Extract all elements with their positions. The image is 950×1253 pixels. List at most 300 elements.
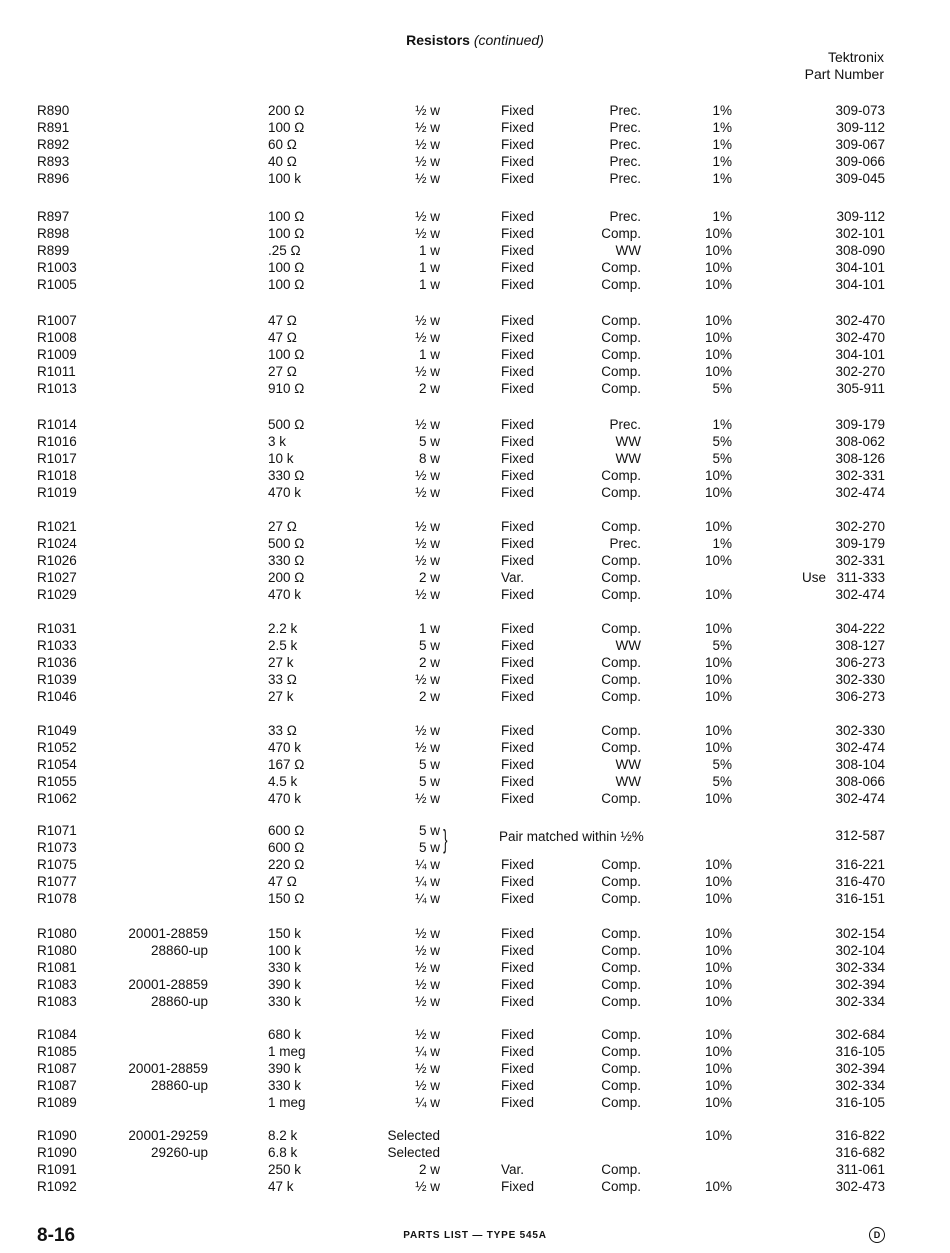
resistance-value: 3 k [268, 434, 287, 449]
resistor-type: Fixed [501, 943, 535, 958]
tolerance: 10% [704, 364, 732, 379]
tolerance: 10% [704, 960, 732, 975]
part-number: 309-045 [835, 171, 885, 186]
wattage: ½ w [415, 103, 440, 118]
circuit-number: R1087 [37, 1061, 77, 1076]
wattage: 2 w [418, 689, 440, 704]
resistance-value: 6.8 k [268, 1145, 298, 1160]
serial-range: 28860-up [150, 943, 208, 958]
table-row [0, 890, 950, 907]
circuit-number: R892 [37, 137, 70, 152]
table-row [0, 225, 950, 242]
serial-range: 20001-28859 [128, 1061, 208, 1076]
part-number: 302-331 [835, 468, 885, 483]
material: Comp. [601, 926, 641, 941]
part-number: 308-127 [835, 638, 885, 653]
part-number: 302-394 [835, 977, 885, 992]
resistance-value: 600 Ω [268, 823, 305, 838]
part-number: 308-066 [835, 774, 885, 789]
wattage: 2 w [418, 655, 440, 670]
page-number: 8-16 [37, 1225, 76, 1246]
table-row [0, 925, 950, 942]
material: Comp. [601, 943, 641, 958]
circuit-number: R1080 [37, 943, 77, 958]
table-row [0, 569, 950, 586]
part-number: 308-090 [835, 243, 885, 258]
table-row [0, 654, 950, 671]
circuit-number: R891 [37, 120, 70, 135]
tolerance: 10% [704, 891, 732, 906]
wattage: 1 w [418, 621, 440, 636]
resistance-value: 200 Ω [268, 570, 305, 585]
part-number-header-line1: Tektronix [827, 49, 884, 65]
resistor-type: Fixed [501, 621, 535, 636]
tolerance: 10% [704, 672, 732, 687]
material: WW [615, 757, 641, 772]
resistance-value: 100 Ω [268, 347, 305, 362]
resistance-value: 150 k [268, 926, 302, 941]
tolerance: 1% [712, 103, 732, 118]
table-row [0, 518, 950, 535]
circuit-number: R1021 [37, 519, 77, 534]
wattage: ½ w [415, 209, 440, 224]
resistance-value: 470 k [268, 791, 302, 806]
part-number: 302-334 [835, 994, 885, 1009]
wattage: ½ w [415, 485, 440, 500]
material: Comp. [601, 313, 641, 328]
resistor-type: Fixed [501, 485, 535, 500]
tolerance: 10% [704, 1044, 732, 1059]
tolerance: 10% [704, 1095, 732, 1110]
tolerance: 5% [712, 434, 732, 449]
tolerance: 5% [712, 381, 732, 396]
circuit-number: R1049 [37, 723, 77, 738]
table-row [0, 722, 950, 739]
circuit-number: R1052 [37, 740, 77, 755]
table-row [0, 170, 950, 187]
table-row [0, 119, 950, 136]
table-row [0, 976, 950, 993]
resistance-value: 500 Ω [268, 536, 305, 551]
resistance-value: 1 meg [268, 1044, 306, 1059]
resistor-type: Fixed [501, 468, 535, 483]
wattage: ½ w [415, 740, 440, 755]
part-number: 316-221 [835, 857, 885, 872]
table-row [0, 1094, 950, 1111]
tolerance: 10% [704, 926, 732, 941]
resistor-type: Fixed [501, 994, 535, 1009]
resistor-type: Fixed [501, 1179, 535, 1194]
resistor-type: Fixed [501, 519, 535, 534]
resistance-value: 40 Ω [268, 154, 297, 169]
tolerance: 10% [704, 330, 732, 345]
resistor-type: Fixed [501, 689, 535, 704]
table-row [0, 276, 950, 293]
material: Comp. [601, 723, 641, 738]
part-number: 302-104 [835, 943, 885, 958]
circuit-number: R1039 [37, 672, 77, 687]
serial-range: 28860-up [150, 1078, 208, 1093]
part-number: 302-330 [835, 672, 885, 687]
circuit-number: R1087 [37, 1078, 77, 1093]
circuit-number: R1062 [37, 791, 77, 806]
wattage: ½ w [415, 154, 440, 169]
resistance-value: 330 Ω [268, 468, 305, 483]
tolerance: 1% [712, 536, 732, 551]
tolerance: 10% [704, 485, 732, 500]
part-number: 308-062 [835, 434, 885, 449]
resistance-value: 330 k [268, 994, 302, 1009]
resistor-type: Fixed [501, 553, 535, 568]
part-number: 304-101 [835, 260, 885, 275]
resistor-type: Var. [501, 570, 525, 585]
tolerance: 10% [704, 943, 732, 958]
circuit-number: R1085 [37, 1044, 77, 1059]
material: Comp. [601, 977, 641, 992]
resistor-type: Fixed [501, 926, 535, 941]
part-number: 302-270 [835, 364, 885, 379]
tolerance: 5% [712, 774, 732, 789]
wattage: ½ w [415, 791, 440, 806]
resistor-type: Fixed [501, 587, 535, 602]
table-row [0, 329, 950, 346]
part-number: 302-474 [835, 791, 885, 806]
table-row [0, 433, 950, 450]
resistor-type: Fixed [501, 103, 535, 118]
part-number: 309-067 [835, 137, 885, 152]
part-number: 302-270 [835, 519, 885, 534]
resistor-type: Fixed [501, 536, 535, 551]
part-number: 305-911 [836, 381, 885, 396]
resistance-value: 100 k [268, 171, 302, 186]
table-row [0, 1026, 950, 1043]
material: Comp. [601, 468, 641, 483]
wattage: 2 w [418, 381, 440, 396]
resistance-value: 680 k [268, 1027, 302, 1042]
part-number: 308-126 [835, 451, 885, 466]
material: Comp. [601, 857, 641, 872]
resistance-value: 470 k [268, 587, 302, 602]
wattage: ½ w [415, 553, 440, 568]
material: Comp. [601, 994, 641, 1009]
material: Comp. [601, 1095, 641, 1110]
table-row [0, 380, 950, 397]
part-number: 302-474 [835, 485, 885, 500]
resistance-value: 200 Ω [268, 103, 305, 118]
material: WW [615, 434, 641, 449]
circuit-number: R1083 [37, 977, 77, 992]
tolerance: 10% [704, 857, 732, 872]
part-number: 302-154 [835, 926, 885, 941]
circuit-number: R1014 [37, 417, 77, 432]
material: Comp. [601, 1044, 641, 1059]
table-row [0, 136, 950, 153]
part-number: 302-331 [835, 553, 885, 568]
material: Comp. [601, 874, 641, 889]
wattage: ½ w [415, 468, 440, 483]
wattage: 5 w [418, 823, 440, 838]
wattage: 8 w [418, 451, 440, 466]
tolerance: 1% [712, 209, 732, 224]
resistance-value: 33 Ω [268, 723, 297, 738]
circuit-number: R1081 [37, 960, 77, 975]
tolerance: 10% [704, 587, 732, 602]
part-number: 309-112 [836, 209, 885, 224]
resistance-value: 27 Ω [268, 519, 297, 534]
resistance-value: 330 k [268, 1078, 302, 1093]
serial-range: 20001-28859 [128, 977, 208, 992]
circuit-number: R1091 [37, 1162, 77, 1177]
part-number: 316-822 [835, 1128, 885, 1143]
material: Prec. [609, 120, 641, 135]
wattage: ½ w [415, 330, 440, 345]
serial-range: 20001-29259 [128, 1128, 208, 1143]
resistance-value: 330 k [268, 960, 302, 975]
table-row [0, 1144, 950, 1161]
tolerance: 1% [712, 120, 732, 135]
table-row [0, 756, 950, 773]
table-row [0, 535, 950, 552]
resistor-type: Fixed [501, 451, 535, 466]
circuit-number: R1007 [37, 313, 77, 328]
circuit-number: R893 [37, 154, 70, 169]
resistor-type: Fixed [501, 313, 535, 328]
pair-matched-note: Pair matched within ½% [499, 829, 644, 844]
table-row [0, 242, 950, 259]
material: Comp. [601, 960, 641, 975]
resistor-type: Fixed [501, 672, 535, 687]
tolerance: 10% [704, 977, 732, 992]
part-number: 309-066 [835, 154, 885, 169]
part-number: 316-105 [835, 1095, 885, 1110]
tolerance: 10% [704, 740, 732, 755]
wattage: 5 w [418, 434, 440, 449]
part-number: 302-330 [835, 723, 885, 738]
tolerance: 10% [704, 226, 732, 241]
part-number: 302-474 [835, 587, 885, 602]
wattage: 1 w [418, 260, 440, 275]
resistance-value: 8.2 k [268, 1128, 298, 1143]
material: WW [615, 774, 641, 789]
table-row [0, 1060, 950, 1077]
material: Comp. [601, 655, 641, 670]
circuit-number: R1011 [37, 364, 76, 379]
circuit-number: R1027 [37, 570, 77, 585]
part-number: 302-394 [835, 1061, 885, 1076]
table-row [0, 620, 950, 637]
resistor-type: Fixed [501, 154, 535, 169]
circuit-number: R1013 [37, 381, 77, 396]
wattage: ¼ w [415, 1095, 440, 1110]
part-number: 302-684 [835, 1027, 885, 1042]
tolerance: 10% [704, 655, 732, 670]
circuit-number: R899 [37, 243, 70, 258]
wattage: Selected [387, 1128, 440, 1143]
resistance-value: 27 Ω [268, 364, 297, 379]
tolerance: 10% [704, 791, 732, 806]
circuit-number: R1083 [37, 994, 77, 1009]
table-row [0, 102, 950, 119]
part-number: 311-333 [836, 570, 885, 585]
table-row [0, 312, 950, 329]
part-number: 304-101 [835, 277, 885, 292]
serial-range: 28860-up [150, 994, 208, 1009]
material: Comp. [601, 364, 641, 379]
table-row [0, 873, 950, 890]
resistor-type: Fixed [501, 171, 535, 186]
resistance-value: 47 k [268, 1179, 294, 1194]
resistor-type: Fixed [501, 330, 535, 345]
resistor-type: Fixed [501, 774, 535, 789]
material: WW [615, 638, 641, 653]
circuit-number: R1003 [37, 260, 77, 275]
wattage: 5 w [418, 774, 440, 789]
table-row [0, 450, 950, 467]
resistor-type: Fixed [501, 137, 535, 152]
resistance-value: 1 meg [268, 1095, 306, 1110]
wattage: ½ w [415, 313, 440, 328]
part-number: 316-682 [835, 1145, 885, 1160]
resistor-type: Fixed [501, 977, 535, 992]
resistance-value: 27 k [268, 655, 294, 670]
resistor-type: Fixed [501, 874, 535, 889]
circuit-number: R1078 [37, 891, 77, 906]
resistance-value: 500 Ω [268, 417, 305, 432]
resistance-value: 100 Ω [268, 120, 305, 135]
part-number: 306-273 [835, 655, 885, 670]
resistance-value: 167 Ω [268, 757, 305, 772]
tolerance: 1% [712, 417, 732, 432]
material: Comp. [601, 740, 641, 755]
wattage: 1 w [418, 347, 440, 362]
resistance-value: 60 Ω [268, 137, 297, 152]
table-row [0, 208, 950, 225]
table-row [0, 1161, 950, 1178]
tolerance: 10% [704, 1061, 732, 1076]
tolerance: 10% [704, 689, 732, 704]
wattage: ½ w [415, 960, 440, 975]
footer-title: PARTS LIST — TYPE 545A [403, 1230, 547, 1241]
material: Comp. [601, 1078, 641, 1093]
wattage: 5 w [418, 840, 440, 855]
wattage: ¼ w [415, 857, 440, 872]
wattage: 1 w [418, 243, 440, 258]
material: Comp. [601, 570, 641, 585]
part-number: 304-101 [835, 347, 885, 362]
material: Prec. [609, 171, 641, 186]
resistance-value: 10 k [268, 451, 294, 466]
wattage: ½ w [415, 417, 440, 432]
resistor-type: Fixed [501, 638, 535, 653]
tolerance: 5% [712, 451, 732, 466]
part-number: 309-179 [835, 536, 885, 551]
material: Comp. [601, 381, 641, 396]
pair-part-row [0, 827, 950, 844]
circuit-number: R1009 [37, 347, 77, 362]
circuit-number: R890 [37, 103, 70, 118]
circuit-number: R1073 [37, 840, 77, 855]
material: Prec. [609, 137, 641, 152]
material: Comp. [601, 891, 641, 906]
table-row [0, 346, 950, 363]
circuit-number: R1017 [37, 451, 77, 466]
table-row [0, 363, 950, 380]
resistor-type: Fixed [501, 364, 535, 379]
part-number-header-line2: Part Number [804, 66, 884, 82]
part-number: 311-061 [836, 1162, 885, 1177]
wattage: ½ w [415, 1061, 440, 1076]
wattage: 2 w [418, 570, 440, 585]
wattage: ½ w [415, 943, 440, 958]
material: Comp. [601, 260, 641, 275]
pair-brace: } [443, 824, 448, 854]
circuit-number: R897 [37, 209, 70, 224]
resistance-value: 100 k [268, 943, 302, 958]
resistance-value: 250 k [268, 1162, 302, 1177]
wattage: ½ w [415, 1078, 440, 1093]
serial-range: 20001-28859 [128, 926, 208, 941]
resistor-type: Fixed [501, 1027, 535, 1042]
tolerance: 1% [712, 171, 732, 186]
tolerance: 10% [704, 468, 732, 483]
material: Comp. [601, 689, 641, 704]
part-number: 302-101 [835, 226, 885, 241]
wattage: 5 w [418, 757, 440, 772]
part-number: 309-112 [836, 120, 885, 135]
wattage: ½ w [415, 672, 440, 687]
material: Comp. [601, 1027, 641, 1042]
resistance-value: 100 Ω [268, 209, 305, 224]
resistor-type: Fixed [501, 243, 535, 258]
material: Comp. [601, 791, 641, 806]
part-number: 302-334 [835, 1078, 885, 1093]
tolerance: 10% [704, 313, 732, 328]
wattage: ½ w [415, 226, 440, 241]
resistance-value: 2.2 k [268, 621, 298, 636]
resistance-value: 33 Ω [268, 672, 297, 687]
circuit-number: R1092 [37, 1179, 77, 1194]
circuit-number: R1084 [37, 1027, 77, 1042]
circuit-number: R1080 [37, 926, 77, 941]
tolerance: 10% [704, 621, 732, 636]
wattage: ¼ w [415, 874, 440, 889]
material: Prec. [609, 103, 641, 118]
part-number: 302-474 [835, 740, 885, 755]
wattage: ½ w [415, 1179, 440, 1194]
resistor-type: Fixed [501, 655, 535, 670]
material: Comp. [601, 226, 641, 241]
part-number: 306-273 [835, 689, 885, 704]
material: Comp. [601, 347, 641, 362]
table-row [0, 1127, 950, 1144]
material: Prec. [609, 209, 641, 224]
part-number: 316-470 [835, 874, 885, 889]
table-row [0, 688, 950, 705]
table-row [0, 959, 950, 976]
wattage: ¼ w [415, 891, 440, 906]
wattage: ½ w [415, 120, 440, 135]
resistor-type: Fixed [501, 1061, 535, 1076]
material: Comp. [601, 1162, 641, 1177]
table-row [0, 552, 950, 569]
tolerance: 10% [704, 1128, 732, 1143]
table-row [0, 153, 950, 170]
resistance-value: 470 k [268, 740, 302, 755]
wattage: ½ w [415, 171, 440, 186]
part-number: 316-105 [835, 1044, 885, 1059]
tolerance: 10% [704, 277, 732, 292]
tolerance: 10% [704, 553, 732, 568]
